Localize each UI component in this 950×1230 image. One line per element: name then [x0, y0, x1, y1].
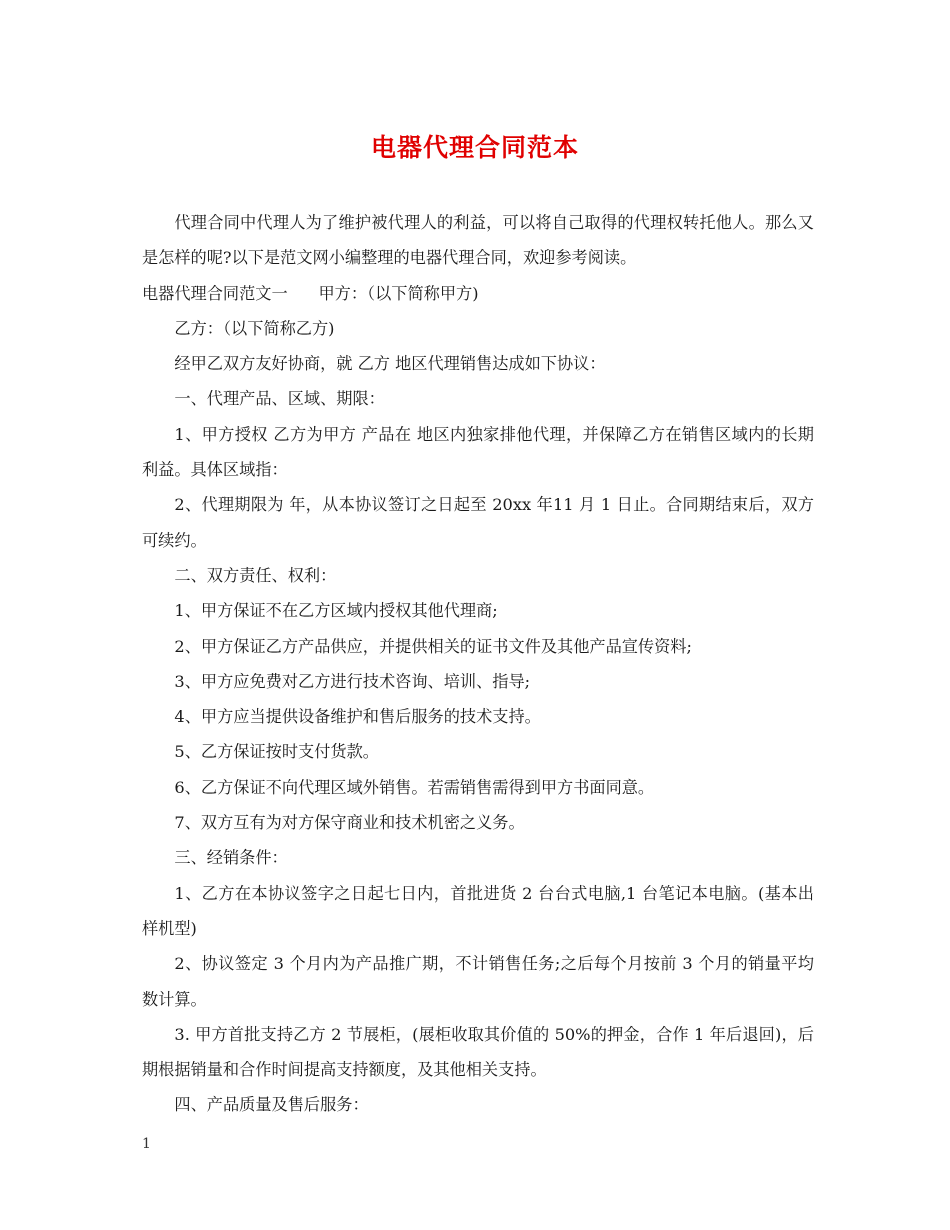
section-2-heading: 二、双方责任、权利： — [174, 565, 337, 585]
section-3-item-2: 2、协议签定 3 个月内为产品推广期，不计销售任务;之后每个月按前 3 个月的销量平均数计算。 — [142, 954, 814, 1009]
document-body — [142, 205, 814, 1123]
section-2-item-4: 4、甲方应当提供设备维护和售后服务的技术支持。 — [174, 707, 541, 727]
section-2-item-1: 1、甲方保证不在乙方区域内授权其他代理商; — [174, 601, 498, 621]
section-3-heading: 三、经销条件： — [174, 848, 288, 868]
section-1-item-2: 2、代理期限为 年，从本协议签订之日起至 20xx 年11 月 1 日止。合同期结束后，双方可续约。 — [142, 495, 814, 550]
party-a-line: 甲方：（以下简称甲方) — [318, 283, 479, 303]
preamble-paragraph: 经甲乙双方友好协商，就 乙方 地区代理销售达成如下协议： — [174, 354, 606, 374]
section-2-item-7: 7、双方互有为对方保守商业和技术机密之义务。 — [174, 813, 525, 833]
section-2-item-5: 5、乙方保证按时支付货款。 — [174, 742, 379, 762]
party-b-line: 乙方：（以下简称乙方) — [174, 318, 335, 338]
section-2-item-2: 2、甲方保证乙方产品供应，并提供相关的证书文件及其他产品宣传资料; — [174, 636, 692, 656]
sample-header-line — [142, 276, 814, 311]
section-2-item-6: 6、乙方保证不向代理区域外销售。若需销售需得到甲方书面同意。 — [174, 777, 655, 797]
section-3-item-3: 3. 甲方首批支持乙方 2 节展柜，(展柜收取其价值的 50%的押金，合作 1 年后退回)，后期根据销量和合作时间提高支持额度，及其他相关支持。 — [142, 1024, 814, 1080]
section-4-heading: 四、产品质量及售后服务： — [174, 1095, 369, 1115]
section-1-heading: 一、代理产品、区域、期限： — [174, 389, 385, 409]
section-3-item-1: 1、乙方在本协议签字之日起七日内，首批进货 2 台台式电脑,1 台笔记本电脑。(基本出样机型) — [142, 883, 814, 938]
page-number: 1 — [142, 1136, 151, 1152]
section-1-item-1: 1、甲方授权 乙方为甲方 产品在 地区内独家排他代理，并保障乙方在销售区域内的长期利益。具体区域指： — [142, 424, 814, 480]
intro-paragraph: 代理合同中代理人为了维护被代理人的利益，可以将自己取得的代理权转托他人。那么又是怎样的呢?以下是范文网小编整理的电器代理合同，欢迎参考阅读。 — [142, 213, 814, 268]
sample-label: 电器代理合同范文一 — [142, 283, 288, 303]
section-2-item-3: 3、甲方应免费对乙方进行技术咨询、培训、指导; — [174, 671, 531, 691]
document-title: 电器代理合同范本 — [370, 133, 579, 162]
